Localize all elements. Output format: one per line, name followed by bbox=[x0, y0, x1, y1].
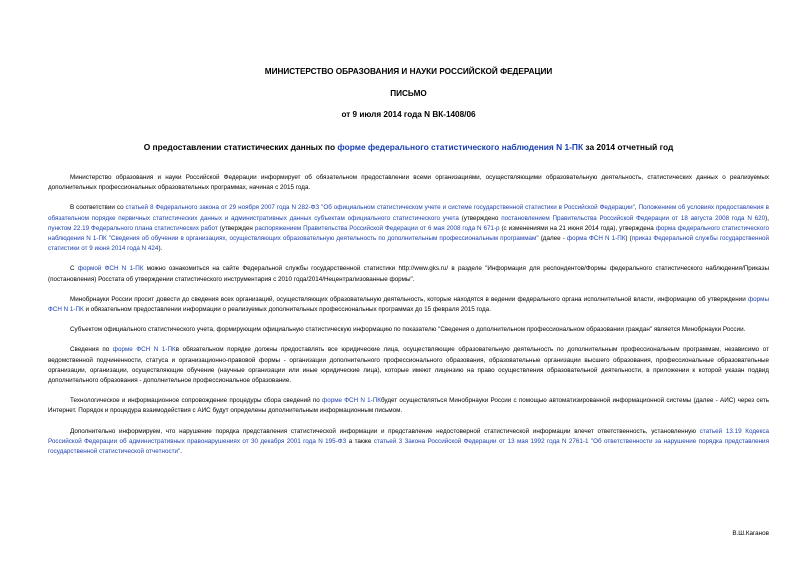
link-form-fsn-1pk[interactable]: формы ФСН N 1-ПК bbox=[48, 295, 769, 314]
p7-text-2: будет осуществляться Минобрнауки России с помощью автоматизированной информационной системы (далее - АИС) через сеть Интернет. Порядок и процедура взаимодействия с АИС будут определены дополнительным информационным письмом. bbox=[48, 397, 769, 415]
subject-text-end: за 2014 отчетный год bbox=[583, 142, 674, 152]
ministry-heading: МИНИСТЕРСТВО ОБРАЗОВАНИЯ И НАУКИ РОССИЙСКОЙ ФЕДЕРАЦИИ bbox=[264, 67, 553, 76]
paragraph-ais-support bbox=[48, 396, 769, 416]
paragraph-request bbox=[48, 295, 769, 315]
link-koap-13-19[interactable]: статьей 13.19 Кодекса Российской Федерации об административных правонарушениях от 30 декабря 2001 года N 195-ФЗ bbox=[48, 427, 769, 445]
paragraph-form-website bbox=[48, 264, 769, 284]
document-date-number: от 9 июля 2014 года N ВК-1408/06 bbox=[341, 110, 476, 119]
p6-text-1: Сведения по bbox=[70, 346, 113, 354]
p2-text-2: , bbox=[634, 204, 639, 212]
paragraph-who-submits bbox=[48, 345, 769, 386]
link-form-1pk-full[interactable]: форма федерального статистического наблюдения N 1-ПК "Сведения об обучении в организациях, осуществляющих образовательную деятельность по дополнительным профессиональным программам" bbox=[48, 224, 770, 243]
p2-text-8: ) ( bbox=[625, 235, 632, 243]
p6-text-2: в обязательном порядке должны предоставлять все юридические лица, осуществляющие образовательную деятельность по дополнительным профессиональным программам, независимо от ведомственной подчиненности, статуса и организационно-правовой формы - организации дополнительного профессионального образования, образовательные организации высшего образования, профессиональные образовательные организации, организации, осуществляющие обучение (научные организации или иные юридические лица), которые имеют лицензию на право осуществления образовательной деятельности, в приложении к которой указан подвид дополнительного образования - дополнительное профессиональное образование. bbox=[48, 346, 769, 385]
letter-subject bbox=[48, 142, 769, 152]
document-type: ПИСЬМО bbox=[390, 89, 427, 98]
link-order-671r[interactable]: распоряжением Правительства Российской Федерации от 6 мая 2008 года N 671-р bbox=[254, 224, 500, 232]
subject-text-start: О предоставлении статистических данных по bbox=[143, 142, 338, 152]
link-form-fsn-1pk[interactable]: форма ФСН N 1-ПК bbox=[566, 235, 626, 243]
link-form-fsn-1pk[interactable]: форме ФСН N 1-ПК bbox=[112, 346, 176, 354]
link-form-fsn-1pk[interactable]: форме ФСН N 1-ПК bbox=[322, 397, 381, 405]
link-rosstat-order-424[interactable]: приказ Федеральной службы государственной статистики от 9 июня 2014 года N 424 bbox=[48, 235, 770, 253]
link-form-fsn-1pk[interactable]: формой ФСН N 1-ПК bbox=[77, 265, 144, 273]
signature: В.Ш.Каганов bbox=[732, 530, 769, 537]
p2-text-9: ). bbox=[158, 245, 163, 253]
link-plan-22-19[interactable]: пунктом 22.19 Федерального плана статистических работ bbox=[48, 224, 218, 232]
p2-text-4: ), bbox=[765, 214, 769, 222]
paragraph-liability bbox=[48, 427, 769, 458]
p4-text-1: Минобрнауки России просит довести до сведения всех организаций, осуществляющих образовательную деятельность, которые находятся в ведении федерального органа исполнительной власти, информацию об утверждении bbox=[70, 295, 748, 303]
paragraph-legal-basis bbox=[48, 203, 769, 254]
p7-text-1: Технологическое и информационное сопровождение процедуры сбора сведений по bbox=[70, 397, 323, 405]
p4-text-2: и обязательном предоставлении информации о реализуемых дополнительных профессиональных программах до 15 февраля 2015 года. bbox=[83, 306, 491, 314]
p3-text-2: можно ознакомиться на сайте Федеральной службы государственной статистики http://www.gks.ru/ в разделе "Информация для респондентов/Формы федерального статистического наблюдения/Приказы (постановления) Росстата об утверждении статистического инструментария с 2010 года/2014/Нецентрализованные формы". bbox=[48, 265, 769, 283]
p8-text-3: . bbox=[180, 448, 182, 456]
p2-text-3: (утверждено bbox=[458, 214, 502, 222]
p2-text-1: В соответствии со bbox=[70, 204, 126, 212]
p8-text-1: Дополнительно информируем, что нарушение порядка представления статистической информации и представление недостоверной статистической информации влечет ответственность, установленную bbox=[70, 427, 700, 435]
paragraph-subject-of-accounting: Субъектом официального статистического учета, формирующим официальную статистическую информацию по показателю "Сведения о дополнительном профессиональном образовании граждан" является Минобрнауки России. bbox=[70, 326, 746, 334]
p8-text-2: а также bbox=[346, 437, 374, 445]
p2-text-7: (далее - bbox=[538, 235, 567, 243]
link-law-282fz[interactable]: статьей 8 Федерального закона от 29 ноября 2007 года N 282-ФЗ "Об официальном статистическом учете и системе государственной статистики в Российской Федерации" bbox=[125, 204, 635, 212]
subject-form-link[interactable]: форме федерального статистического наблюдения N 1-ПК bbox=[337, 142, 584, 152]
p2-text-6: (с изменениями на 21 июня 2014 года), утверждена bbox=[499, 224, 656, 232]
link-law-2761-1[interactable]: статьей 3 Закона Российской Федерации от 13 мая 1992 года N 2761-1 "Об ответственности за нарушение порядка представления государственной статистической отчетности" bbox=[48, 437, 769, 456]
link-regulation-conditions[interactable]: Положением об условиях предоставления в обязательном порядке первичных статистических данных и административных данных субъектам официального статистического учета bbox=[48, 204, 770, 222]
p2-text-5: (утвержден bbox=[217, 224, 255, 232]
link-resolution-620[interactable]: постановлением Правительства Российской Федерации от 18 августа 2008 года N 620 bbox=[501, 214, 766, 222]
paragraph-intro: Министерство образования и науки Российской Федерации информирует об обязательном предоставлении всеми организациями, осуществляющими образовательную деятельность, статистических данных о реализуемых дополнительных профессиональных образовательных программах, начиная с 2015 года. bbox=[48, 174, 769, 192]
p3-text-1: С bbox=[70, 265, 78, 273]
